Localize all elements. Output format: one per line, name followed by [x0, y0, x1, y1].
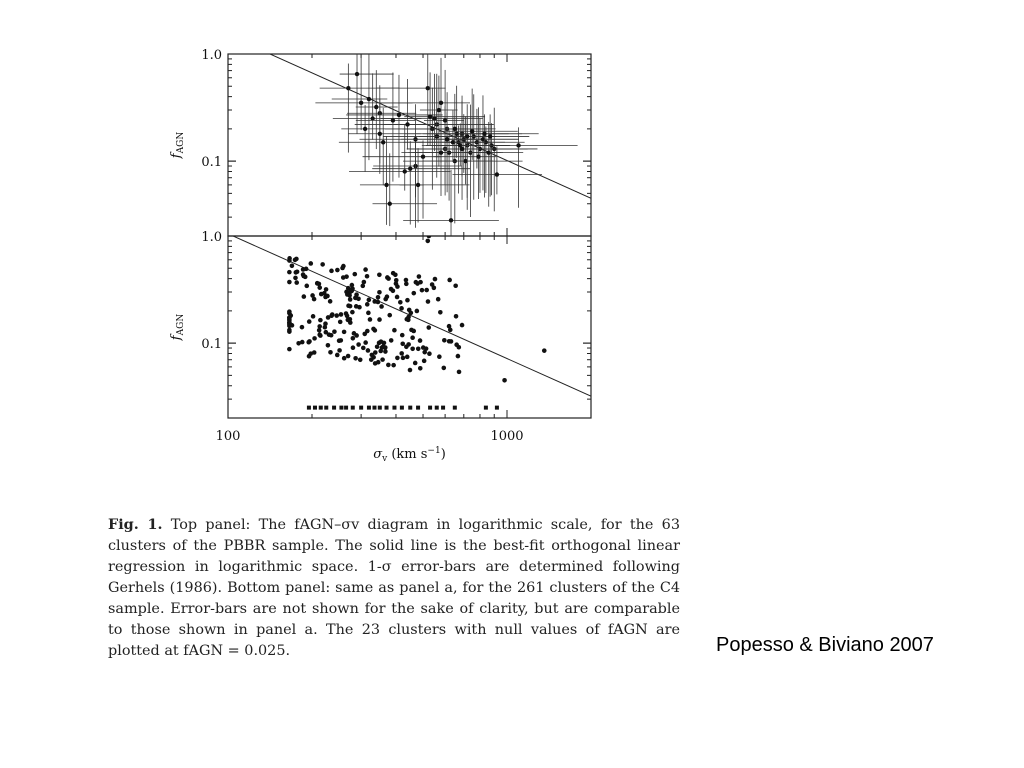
- data-point: [482, 132, 486, 136]
- data-point: [495, 172, 499, 176]
- data-point: [378, 132, 382, 136]
- data-point: [317, 328, 322, 333]
- xlabel-sub: v: [382, 454, 388, 464]
- data-point: [457, 370, 462, 375]
- data-point: [379, 304, 384, 309]
- data-point: [307, 339, 312, 344]
- xlabel-sup: −1: [427, 446, 441, 456]
- data-point: [405, 122, 409, 126]
- data-point: [395, 356, 400, 361]
- data-point: [453, 127, 457, 131]
- data-point: [317, 285, 322, 290]
- data-point: [417, 274, 422, 279]
- null-value-point: [319, 406, 323, 410]
- data-point: [443, 118, 447, 122]
- data-point: [389, 338, 394, 343]
- data-point: [287, 318, 292, 323]
- null-value-point: [484, 406, 488, 410]
- figure-caption: [108, 514, 680, 662]
- data-point: [441, 366, 446, 371]
- data-point: [294, 270, 299, 275]
- data-point: [416, 183, 420, 187]
- null-value-point: [313, 406, 317, 410]
- null-value-point: [400, 406, 404, 410]
- data-point: [353, 356, 358, 361]
- data-point: [447, 339, 452, 344]
- data-point: [356, 342, 361, 347]
- data-point: [329, 269, 334, 274]
- data-point: [516, 143, 520, 147]
- data-point: [335, 353, 340, 358]
- top-panel-ytick-label: 1.0: [201, 48, 222, 63]
- data-point: [426, 86, 430, 90]
- data-point: [342, 330, 347, 335]
- data-point: [338, 320, 343, 325]
- data-point: [383, 349, 388, 354]
- bottom-panel-xtick-label: 100: [215, 429, 241, 444]
- null-value-point: [351, 406, 355, 410]
- data-point: [425, 239, 430, 244]
- data-point: [287, 347, 292, 352]
- null-value-point: [378, 406, 382, 410]
- data-point: [287, 280, 292, 285]
- data-point: [304, 267, 309, 272]
- data-point: [332, 329, 337, 334]
- data-point: [445, 137, 449, 141]
- top-panel-ytick-label: 0.1: [201, 155, 222, 171]
- data-point: [401, 356, 406, 361]
- bottom-panel-ylabel-sub: AGN: [176, 313, 186, 336]
- data-point: [360, 284, 365, 289]
- data-point: [454, 342, 459, 347]
- data-point: [416, 346, 421, 351]
- data-point: [384, 183, 388, 187]
- data-point: [399, 351, 404, 356]
- data-point: [348, 304, 353, 309]
- data-point: [427, 234, 432, 239]
- data-point: [287, 270, 292, 275]
- data-point: [394, 281, 399, 286]
- data-point: [339, 312, 344, 317]
- data-point: [365, 274, 370, 279]
- data-point: [381, 140, 385, 144]
- bottom-panel-ytick-label: 0.1: [201, 337, 222, 353]
- data-point: [422, 359, 427, 364]
- data-point: [328, 350, 333, 355]
- data-point: [287, 258, 292, 263]
- data-point: [465, 134, 469, 138]
- null-value-point: [359, 406, 363, 410]
- data-point: [367, 298, 372, 303]
- xlabel-main: σ: [373, 447, 383, 462]
- data-point: [312, 336, 317, 341]
- null-value-point: [367, 406, 371, 410]
- data-point: [410, 346, 415, 351]
- data-point: [377, 272, 382, 277]
- data-point: [427, 351, 432, 356]
- data-point: [376, 360, 381, 365]
- data-point: [307, 354, 312, 359]
- data-point: [348, 320, 353, 325]
- data-point: [325, 294, 330, 299]
- data-point: [430, 282, 435, 287]
- data-point: [422, 350, 427, 355]
- data-point: [387, 313, 392, 318]
- data-point: [328, 299, 333, 304]
- bottom-panel-frame: [228, 236, 591, 418]
- null-value-point: [372, 406, 376, 410]
- data-point: [361, 346, 366, 351]
- data-point: [438, 310, 443, 315]
- data-point: [460, 147, 464, 151]
- data-point: [350, 310, 355, 315]
- top-panel-data: [228, 35, 591, 243]
- data-point: [368, 317, 373, 322]
- data-point: [341, 275, 346, 280]
- bottom-panel-data: [228, 234, 591, 410]
- data-point: [354, 304, 359, 309]
- data-point: [373, 350, 378, 355]
- data-point: [476, 154, 480, 158]
- data-point: [413, 361, 418, 366]
- top-panel-frame: [228, 54, 591, 236]
- data-point: [346, 86, 350, 90]
- data-point: [403, 169, 407, 173]
- data-point: [393, 272, 398, 277]
- data-point: [366, 311, 371, 316]
- data-point: [428, 114, 432, 118]
- data-point: [439, 150, 443, 154]
- data-point: [502, 378, 507, 383]
- data-point: [386, 276, 391, 281]
- data-point: [363, 267, 368, 272]
- data-point: [410, 335, 415, 340]
- data-point: [376, 295, 381, 300]
- top-panel-ylabel-main: f: [169, 153, 184, 159]
- data-point: [365, 302, 370, 307]
- data-point: [388, 202, 392, 206]
- data-point: [418, 338, 423, 343]
- data-point: [488, 134, 492, 138]
- data-point: [358, 357, 363, 362]
- data-point: [317, 332, 322, 337]
- null-value-point: [339, 406, 343, 410]
- data-point: [351, 336, 356, 341]
- data-point: [365, 329, 370, 334]
- data-point: [351, 345, 356, 350]
- data-point: [326, 343, 331, 348]
- data-point: [340, 266, 345, 271]
- data-point: [405, 298, 410, 303]
- data-point: [404, 317, 409, 322]
- data-point: [421, 154, 425, 158]
- data-point: [374, 105, 378, 109]
- data-point: [439, 101, 443, 105]
- top-panel-ylabel: [169, 132, 186, 160]
- data-point: [373, 328, 378, 333]
- null-value-point: [441, 406, 445, 410]
- data-point: [392, 328, 397, 333]
- null-value-point: [408, 406, 412, 410]
- data-point: [304, 284, 309, 289]
- null-value-point: [392, 406, 396, 410]
- data-point: [307, 319, 312, 324]
- null-value-point: [324, 406, 328, 410]
- data-point: [406, 342, 411, 347]
- data-point: [400, 333, 405, 338]
- data-point: [347, 293, 352, 298]
- data-point: [337, 338, 342, 343]
- data-point: [460, 323, 465, 328]
- top-panel: [169, 35, 591, 243]
- data-point: [391, 363, 396, 368]
- data-point: [352, 331, 357, 336]
- bottom-panel-ylabel: [169, 314, 186, 342]
- data-point: [418, 366, 423, 371]
- bottom-panel-xtick-label: 1000: [490, 429, 524, 444]
- null-value-point: [344, 406, 348, 410]
- data-point: [380, 357, 385, 362]
- data-point: [312, 350, 317, 355]
- data-point: [363, 340, 368, 345]
- data-point: [354, 296, 359, 301]
- data-point: [337, 348, 342, 353]
- data-point: [367, 97, 371, 101]
- data-point: [381, 344, 386, 349]
- data-point: [433, 277, 438, 282]
- data-point: [310, 293, 315, 298]
- citation-credit: Popesso & Biviano 2007: [716, 634, 934, 656]
- data-point: [346, 354, 351, 359]
- data-point: [420, 288, 425, 293]
- caption-label: Fig. 1.: [108, 516, 163, 533]
- bottom-panel-ytick-label: 1.0: [201, 230, 222, 245]
- data-point: [442, 338, 447, 343]
- data-point: [352, 272, 357, 277]
- data-point: [411, 291, 416, 296]
- bottom-panel-ylabel-main: f: [169, 335, 184, 341]
- data-point: [303, 275, 308, 280]
- data-point: [362, 280, 367, 285]
- caption-text: Top panel: The fAGN–σv diagram in logarithmic scale, for the 63 clusters of the PBBR sample. The solid line is the best-fit orthogonal linear regression in logarithmic space. 1-σ error-bars are determined following Gerhels (1986). Bottom panel: same as panel a, for the 261 clusters of the C4 sample. Error-bars are not shown for the sake of clarity, but are comparable to those shown in panel a. The 23 clusters with null values of fAGN are plotted at fAGN = 0.025.: [108, 517, 680, 659]
- data-point: [369, 357, 374, 362]
- null-value-point: [385, 406, 389, 410]
- data-point: [348, 297, 353, 302]
- data-point: [377, 290, 382, 295]
- data-point: [350, 283, 355, 288]
- top-panel-ylabel-sub: AGN: [176, 131, 186, 154]
- data-point: [424, 288, 429, 293]
- data-point: [375, 344, 380, 349]
- data-point: [355, 72, 359, 76]
- data-point: [437, 354, 442, 359]
- data-point: [386, 363, 391, 368]
- data-point: [330, 312, 335, 317]
- data-point: [399, 306, 404, 311]
- null-value-point: [453, 406, 457, 410]
- data-point: [397, 113, 401, 117]
- data-point: [405, 355, 410, 360]
- data-point: [408, 368, 413, 373]
- data-point: [376, 300, 381, 305]
- data-point: [287, 329, 292, 334]
- data-point: [437, 108, 441, 112]
- data-point: [379, 339, 384, 344]
- xlabel-close: ): [440, 447, 446, 462]
- data-point: [308, 261, 313, 266]
- data-point: [345, 314, 350, 319]
- data-point: [447, 324, 452, 329]
- data-point: [323, 325, 328, 330]
- data-point: [311, 314, 316, 319]
- data-point: [334, 313, 339, 318]
- data-point: [327, 332, 332, 337]
- data-point: [447, 278, 452, 283]
- data-point: [294, 280, 299, 285]
- data-point: [385, 294, 390, 299]
- data-point: [377, 317, 382, 322]
- null-value-point: [307, 406, 311, 410]
- data-point: [542, 348, 547, 353]
- data-point: [408, 166, 412, 170]
- data-point: [400, 341, 405, 346]
- null-value-point: [416, 406, 420, 410]
- data-point: [391, 118, 395, 122]
- data-point: [426, 325, 431, 330]
- xlabel-units: (km s: [387, 447, 428, 462]
- data-point: [470, 129, 474, 133]
- null-value-point: [435, 406, 439, 410]
- data-point: [363, 127, 367, 131]
- data-point: [395, 295, 400, 300]
- data-point: [293, 258, 298, 263]
- data-point: [359, 101, 363, 105]
- data-point: [302, 294, 307, 299]
- data-point: [436, 297, 441, 302]
- data-point: [449, 218, 453, 222]
- data-point: [315, 281, 320, 286]
- data-point: [409, 311, 414, 316]
- null-value-point: [332, 406, 336, 410]
- data-point: [453, 283, 458, 288]
- data-point: [342, 356, 347, 361]
- null-value-point: [495, 406, 499, 410]
- data-point: [411, 329, 416, 334]
- data-point: [290, 264, 295, 269]
- data-point: [456, 354, 461, 359]
- data-point: [296, 341, 301, 346]
- null-value-point: [428, 406, 432, 410]
- data-point: [389, 287, 394, 292]
- data-point: [454, 314, 459, 319]
- bottom-panel: [169, 230, 591, 464]
- x-axis-label: [373, 446, 446, 464]
- data-point: [415, 309, 420, 314]
- data-point: [318, 318, 323, 323]
- data-point: [287, 311, 292, 316]
- data-point: [398, 300, 403, 305]
- data-point: [317, 324, 322, 329]
- data-point: [335, 268, 340, 273]
- data-point: [293, 276, 298, 281]
- data-point: [300, 325, 305, 330]
- data-point: [414, 280, 419, 285]
- data-point: [404, 278, 409, 283]
- data-point: [320, 262, 325, 267]
- data-point: [426, 299, 431, 304]
- data-point: [366, 348, 371, 353]
